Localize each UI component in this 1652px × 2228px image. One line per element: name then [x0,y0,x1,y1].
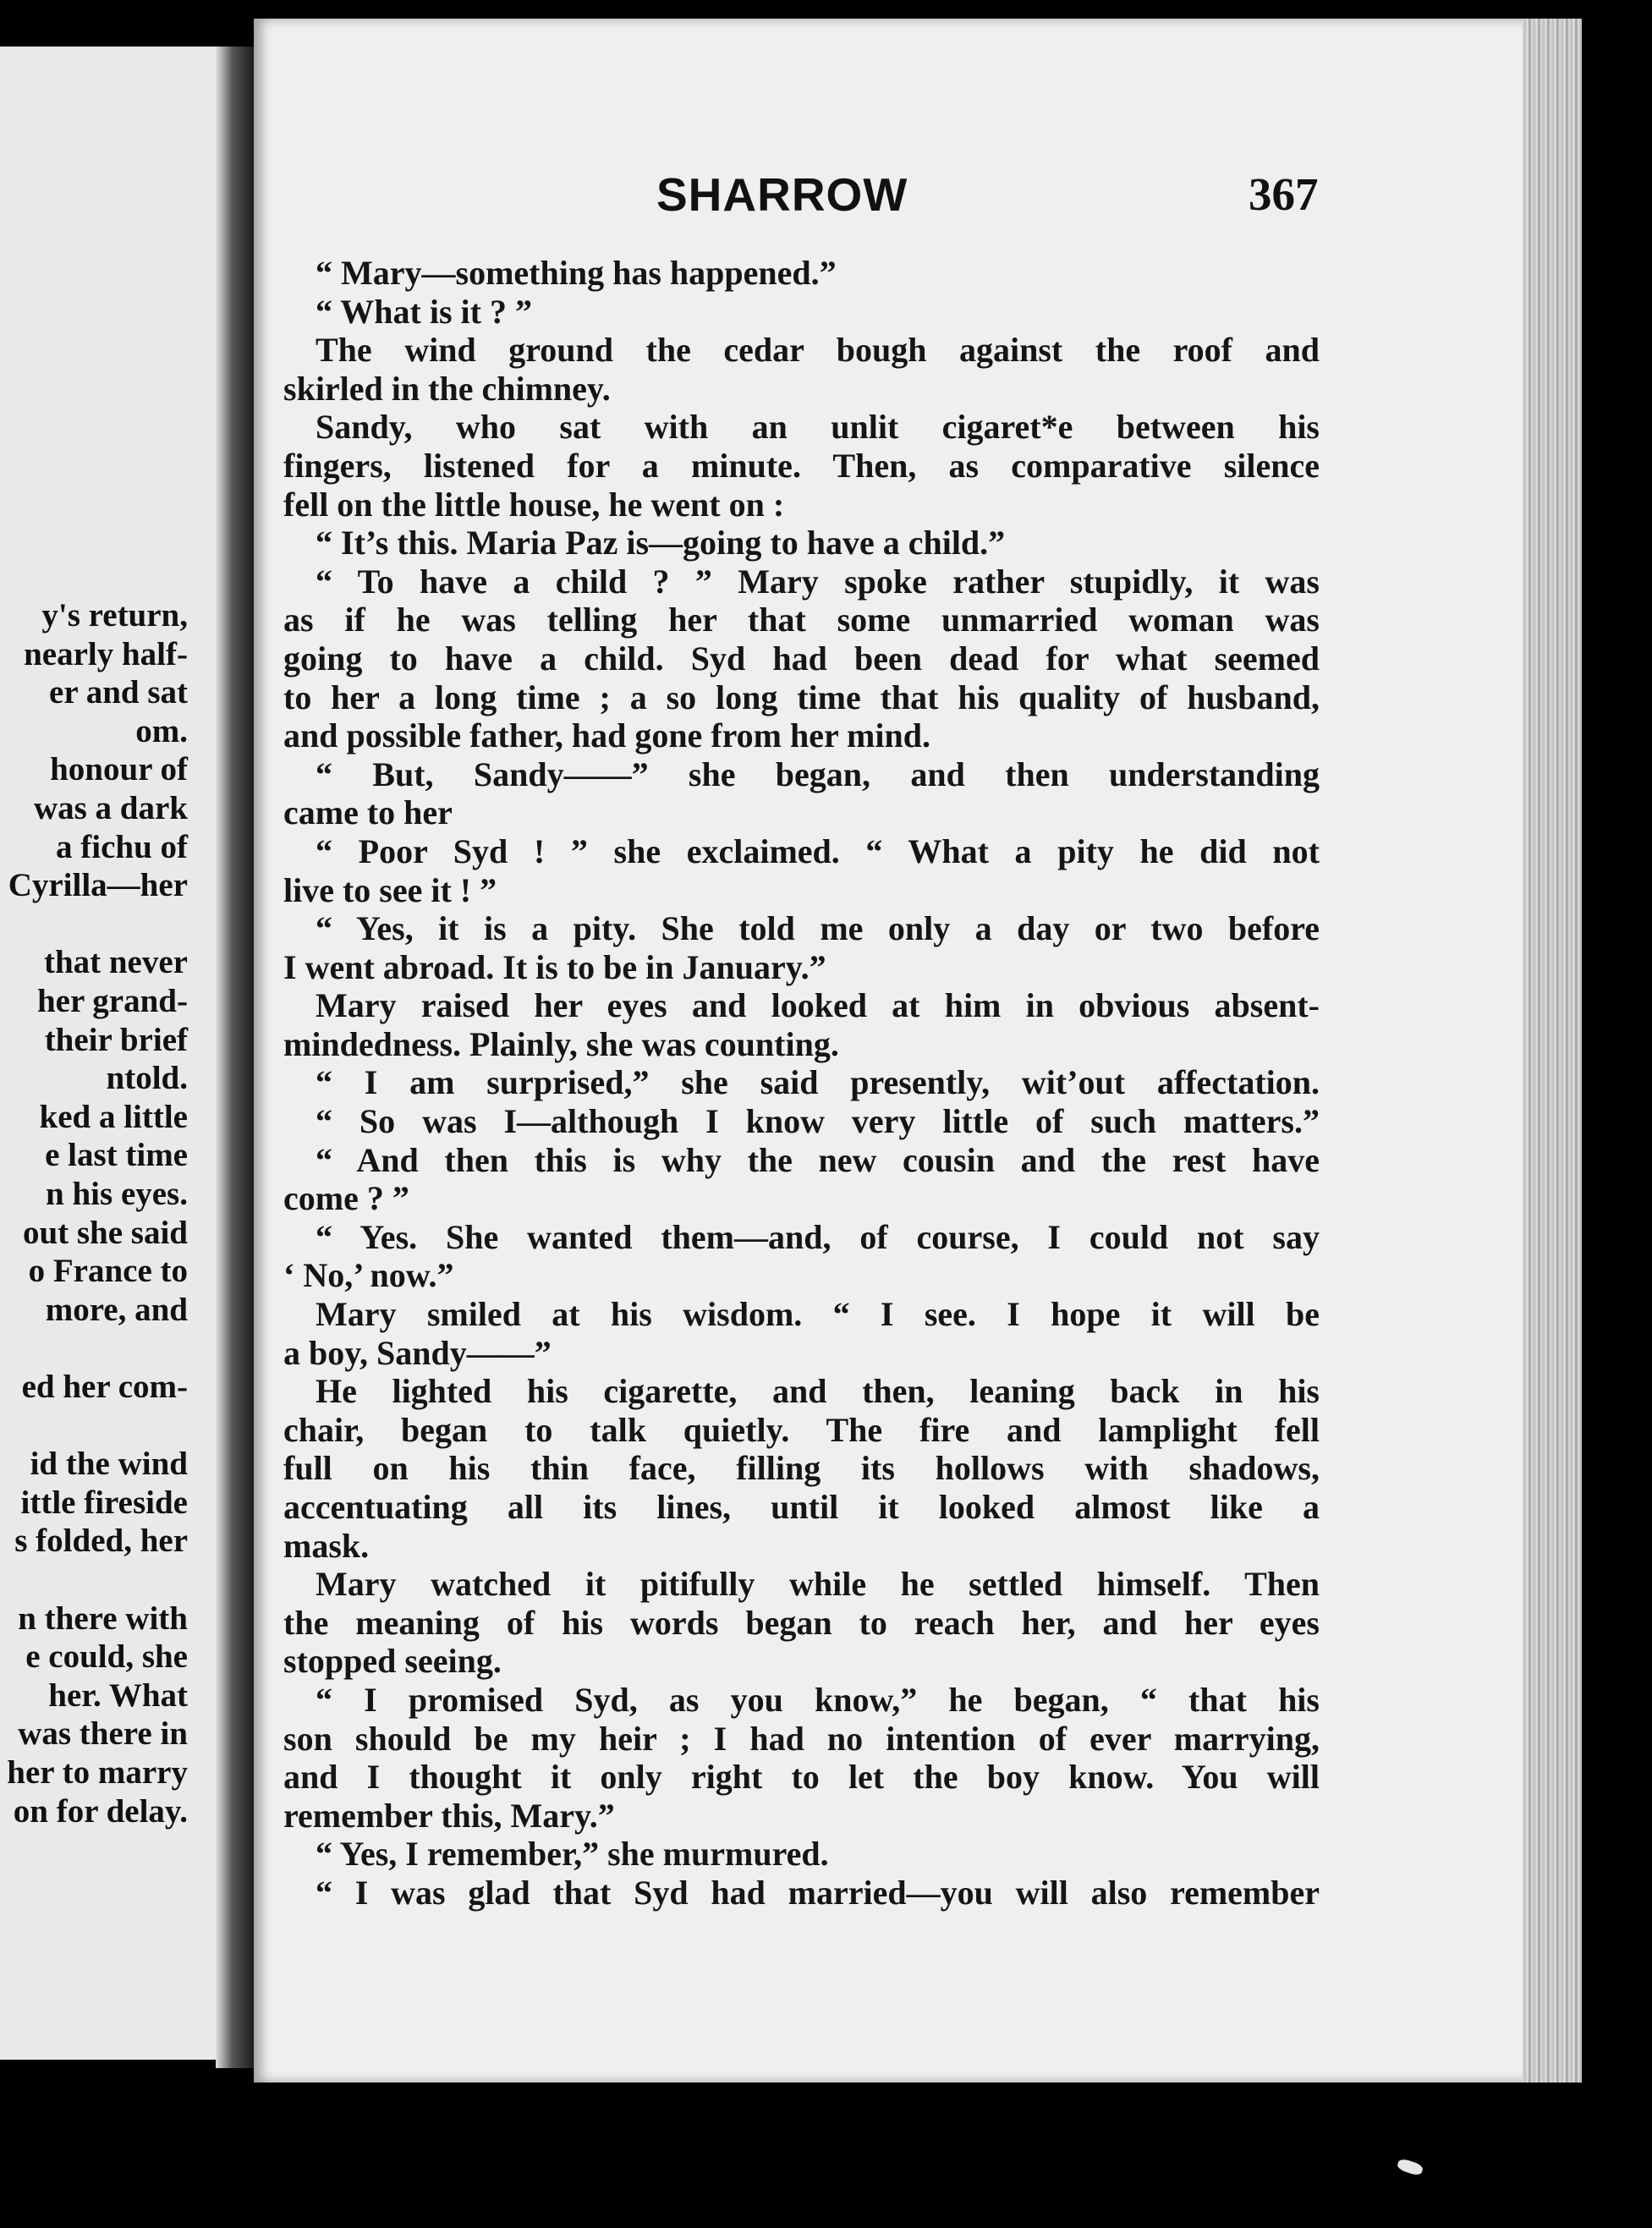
text-line: Mary smiled at his wisdom. “ I see. I hope it will be [316,1295,1320,1334]
text-line: come ? ” [283,1179,409,1218]
text-line: and possible father, had gone from her mind. [283,716,930,755]
left-page-line: that never [43,944,188,981]
text-line: He lighted his cigarette, and then, leaning back in his [316,1372,1320,1411]
text-line: Mary raised her eyes and looked at him in obvious absent- [316,986,1320,1025]
text-line: The wind ground the cedar bough against the roof and [316,331,1320,370]
text-line: “ Poor Syd ! ” she exclaimed. “ What a pity he did not [316,831,1320,870]
left-page-line: her. What [48,1676,188,1714]
text-line: as if he was telling her that some unmarried woman was [283,601,1320,639]
scan-speck [1397,2158,1424,2177]
text-line: “ Yes, it is a pity. She told me only a day or two before [316,909,1320,948]
text-line: “ And then this is why the new cousin and the rest have [316,1140,1320,1179]
text-line: the meaning of his words began to reach her, and her eyes [283,1603,1320,1642]
left-page-line: o France to [28,1253,188,1290]
body-text [283,254,1320,1912]
text-line: “ I promised Syd, as you know,” he began, “ that his [316,1680,1320,1719]
left-page-line: ked a little [39,1098,188,1135]
text-line: accentuating all its lines, until it looked almost like a [283,1488,1320,1526]
text-line: “ Yes, I remember,” she murmured. [316,1835,829,1874]
left-page-line: id the wind [30,1446,188,1483]
left-page-line: was there in [18,1715,188,1753]
text-line: mindedness. Plainly, she was counting. [283,1024,839,1063]
text-line: “ I was glad that Syd had married—you will also remember [316,1873,1320,1912]
text-line: “ It’s this. Maria Paz is—going to have a child.” [316,524,1006,562]
text-line: remember this, Mary.” [283,1796,615,1835]
left-page-line: e could, she [25,1638,188,1676]
left-page-line: was a dark [33,790,188,826]
text-line: full on his thin face, filling its hollows with shadows, [283,1449,1320,1488]
left-page-line: their brief [44,1021,188,1058]
running-head: SHARROW [656,168,908,221]
text-line: mask. [283,1526,370,1565]
text-line: Mary watched it pitifully while he settled himself. Then [316,1565,1320,1604]
text-line: going to have a child. Syd had been dead for what seemed [283,639,1320,678]
left-page-line: Cyrilla—her [8,867,188,904]
page-edges [1523,19,1582,2083]
text-line: “ Mary—something has happened.” [316,254,837,292]
text-line: “ But, Sandy——” she began, and then understanding [316,755,1320,793]
left-page-line: a fichu of [56,828,188,865]
left-page-line: n his eyes. [46,1176,188,1212]
text-line: live to see it ! ” [283,870,497,909]
left-page-line: her to marry [7,1754,188,1791]
left-page-line: on for delay. [13,1792,188,1830]
text-line: Sandy, who sat with an unlit cigaret*e between his [316,408,1320,447]
left-page-line: ntold. [106,1060,188,1097]
text-line: “ To have a child ? ” Mary spoke rather stupidly, it was [316,562,1320,601]
text-line: “ What is it ? ” [316,292,532,331]
text-line: to her a long time ; a so long time that his quality of husband, [283,678,1320,716]
left-page-line: out she said [22,1214,188,1251]
left-facing-page [0,47,239,2060]
left-page-line: ed her com- [21,1369,188,1405]
left-page-line: honour of [50,751,188,788]
text-line: “ Yes. She wanted them—and, of course, I could not say [316,1217,1320,1256]
text-line: son should be my heir ; I had no intention of ever marrying, [283,1719,1320,1758]
text-line: and I thought it only right to let the boy know. You will [283,1758,1320,1797]
text-line: “ I am surprised,” she said presently, wit’out affectation. [316,1063,1320,1102]
text-line: skirled in the chimney. [283,369,611,408]
left-page-line: er and sat [49,674,188,711]
left-page-line: y's return, [41,597,188,634]
page-number: 367 [1249,168,1319,220]
text-line: “ So was I—although I know very little of such matters.” [316,1102,1320,1141]
left-page-line: s folded, her [14,1523,188,1560]
text-line: came to her [283,793,453,832]
left-page-line: nearly half- [24,635,188,672]
text-line: I went abroad. It is to be in January.” [283,947,826,986]
left-page-line: n there with [18,1600,188,1637]
text-line: ‘ No,’ now.” [283,1256,454,1295]
text-line: fell on the little house, he went on : [283,485,785,524]
left-page-line: her grand- [36,983,188,1019]
text-line: a boy, Sandy——” [283,1333,552,1372]
text-line: fingers, listened for a minute. Then, as comparative silence [283,446,1320,485]
text-line: stopped seeing. [283,1642,502,1681]
book-gutter [216,47,258,2068]
text-line: chair, began to talk quietly. The fire and lamplight fell [283,1410,1320,1449]
left-page-line: more, and [45,1291,188,1328]
left-page-line: ittle fireside [20,1484,188,1521]
left-page-line: om. [135,712,188,749]
left-page-line: e last time [45,1137,188,1174]
